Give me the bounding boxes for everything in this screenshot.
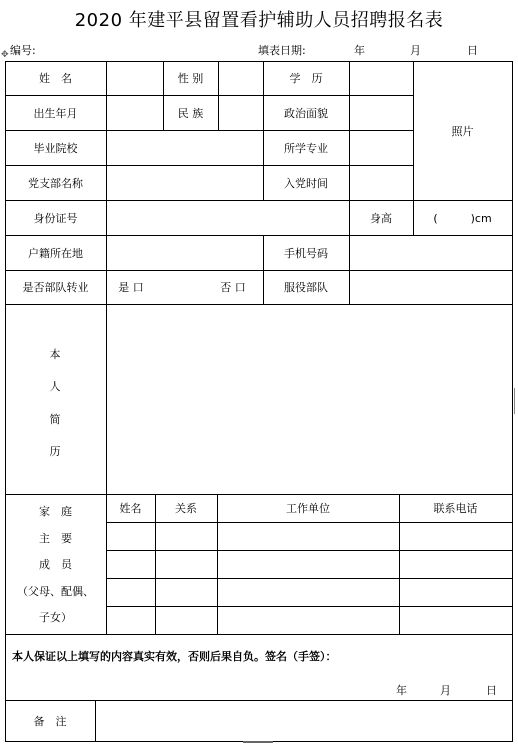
family-label-line-3: 成 员	[39, 558, 72, 571]
join-party-label: 入党时间	[284, 176, 328, 190]
education-label: 学 历	[289, 72, 323, 85]
phone-label: 手机号码	[284, 246, 328, 260]
form-title: 2020 年建平县留置看护辅助人员招聘报名表	[74, 10, 444, 31]
hukou-field[interactable]	[106, 235, 263, 270]
birth-label: 出生年月	[33, 106, 78, 120]
education-field[interactable]	[349, 61, 413, 95]
id-number-label: 身份证号	[33, 211, 78, 225]
table-move-handle-icon[interactable]: ✥	[1, 50, 9, 60]
resume-field[interactable]	[106, 304, 512, 494]
resume-label-char-4: 历	[49, 445, 61, 458]
family-col-workplace: 工作单位	[286, 502, 330, 515]
family-col-name: 姓名	[119, 502, 142, 515]
party-branch-field[interactable]	[106, 165, 263, 200]
resume-label-char-2: 人	[49, 380, 61, 393]
resize-handle-icon[interactable]	[514, 388, 518, 414]
join-party-field[interactable]	[349, 165, 413, 200]
fill-date-month: 月	[410, 44, 421, 57]
major-field[interactable]	[349, 130, 413, 165]
ethnicity-label: 民 族	[177, 106, 204, 120]
height-label: 身高	[370, 211, 392, 225]
remarks-field[interactable]	[95, 700, 512, 741]
page-bottom-handle[interactable]	[243, 741, 273, 743]
family-label-line-2: 主 要	[39, 532, 72, 545]
school-label: 毕业院校	[33, 141, 78, 155]
hukou-label: 户籍所在地	[28, 246, 83, 260]
birth-field[interactable]	[106, 95, 163, 130]
declaration-year: 年	[396, 684, 407, 697]
height-field[interactable]: ( )cm	[433, 211, 492, 225]
id-number-field[interactable]	[106, 200, 349, 235]
declaration-day: 日	[486, 684, 497, 697]
fill-date-year: 年	[354, 44, 365, 57]
family-label-line-4: （父母、配偶、	[17, 585, 94, 598]
ethnicity-field[interactable]	[218, 95, 263, 130]
service-unit-field[interactable]	[349, 270, 512, 304]
major-label: 所学专业	[284, 141, 328, 155]
gender-field[interactable]	[218, 61, 263, 95]
political-field[interactable]	[349, 95, 413, 130]
name-label: 姓 名	[39, 72, 72, 85]
name-field[interactable]	[106, 61, 163, 95]
party-branch-label: 党支部名称	[28, 176, 83, 190]
resume-label-char-1: 本	[49, 348, 61, 361]
declaration-text: 本人保证以上填写的内容真实有效，否则后果自负。签名（手签）：	[12, 650, 337, 663]
gender-label: 性 别	[177, 72, 204, 85]
service-unit-label: 服役部队	[284, 281, 328, 294]
resume-label-char-3: 简	[49, 413, 61, 426]
fill-date-day: 日	[467, 44, 478, 57]
photo-area[interactable]: 照片	[451, 124, 474, 138]
remarks-label: 备 注	[33, 714, 67, 728]
veteran-no-checkbox[interactable]: 否 口	[220, 281, 246, 294]
family-col-phone: 联系电话	[433, 502, 478, 515]
veteran-yes-checkbox[interactable]: 是 口	[118, 281, 144, 294]
fill-date-label: 填表日期:	[258, 44, 306, 57]
political-label: 政治面貌	[284, 106, 328, 120]
declaration-month: 月	[440, 684, 451, 697]
phone-field[interactable]	[349, 235, 512, 270]
school-field[interactable]	[106, 130, 263, 165]
family-col-relation: 关系	[175, 502, 197, 515]
veteran-label: 是否部队转业	[22, 281, 89, 294]
family-label-line-1: 家 庭	[39, 505, 72, 518]
serial-number-label: 编号:	[10, 44, 36, 57]
family-label-line-5: 子女）	[39, 611, 72, 624]
